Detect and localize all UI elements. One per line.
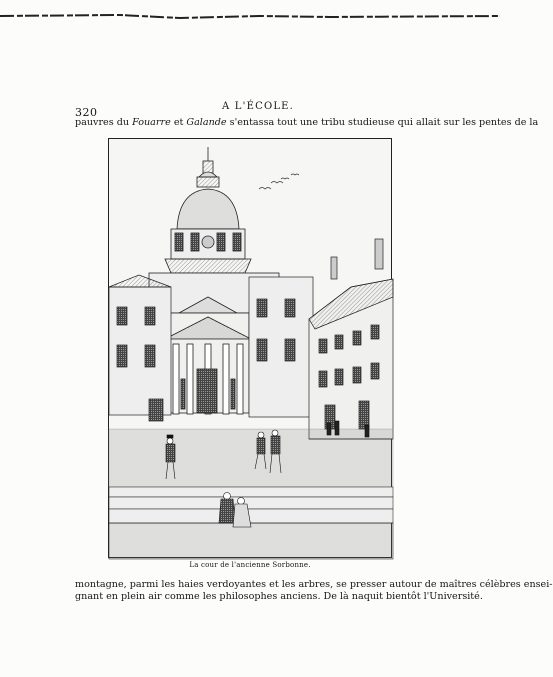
right-wing (249, 277, 313, 417)
body-text-line: montagne, parmi les haies verdoyantes et les arbres, se presser autour de maîtres célèbres ensei- (75, 579, 553, 590)
birds (259, 174, 299, 189)
figure-caption: La cour de l'ancienne Sorbonne. (189, 561, 311, 569)
right-buildings (309, 239, 393, 439)
body-text-line: pauvres du Fouarre et Galande s'entassa tout une tribu studieuse qui allait sur les pentes de la (75, 117, 539, 128)
left-wing (109, 275, 171, 421)
body-text-line-last: gnant en plein air comme les philosophes anciens. De là naquit bientôt l'Université. (75, 591, 483, 602)
street-name-galande: Galande (186, 117, 227, 128)
steps (109, 487, 393, 559)
dome (165, 147, 251, 273)
running-head: A L'ÉCOLE. (222, 101, 295, 112)
sorbonne-engraving-illustration (109, 139, 393, 559)
courtyard (109, 429, 393, 489)
street-name-fouarre: Fouarre (132, 117, 171, 128)
engraving-plate (108, 138, 392, 558)
scan-edge-mark (0, 12, 500, 22)
page-number: 320 (75, 106, 98, 119)
